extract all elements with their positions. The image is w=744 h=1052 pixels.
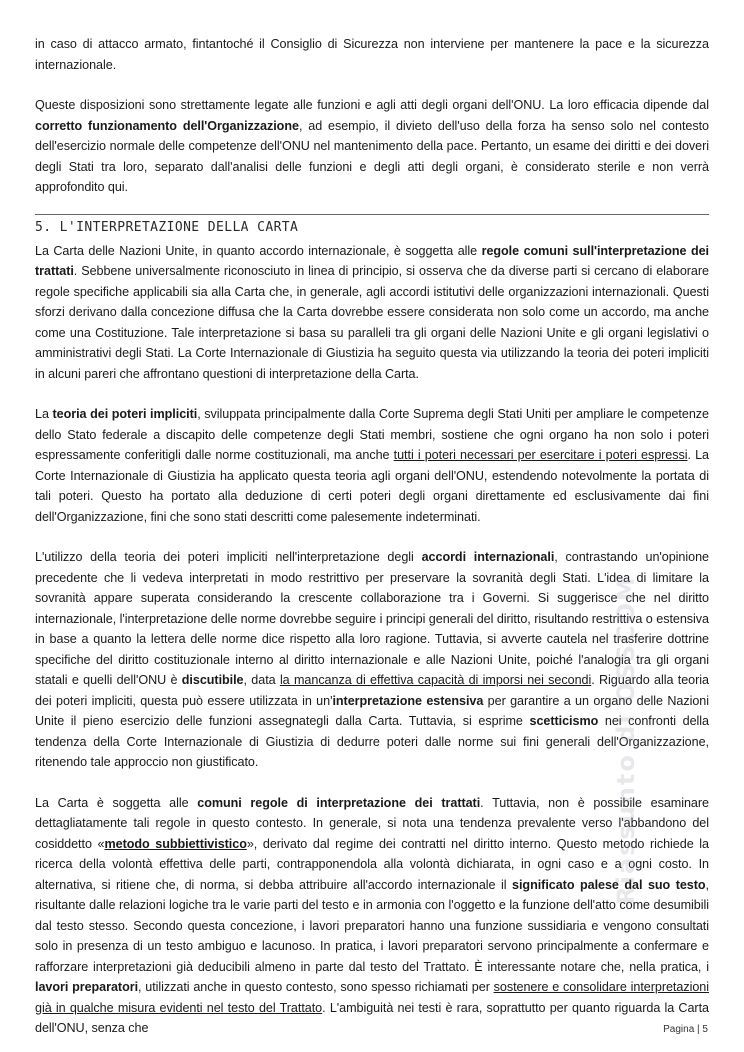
page-number: Pagina | 5: [663, 1024, 708, 1035]
bold-term: accordi internazionali: [421, 550, 555, 564]
bold-term: discutibile: [181, 673, 244, 687]
bold-term: comuni regole di interpretazione dei trattati: [197, 795, 481, 810]
bold-term: scetticismo: [529, 714, 599, 728]
paragraph-1: in caso di attacco armato, fintantoché il Consiglio di Sicurezza non interviene per mantenere la pace e la sicurezza internazionale.: [35, 37, 709, 72]
underlined-phrase: sostenere e consolidare interpretazioni già in qualche misura evidenti nel testo del Trattato: [35, 980, 709, 1015]
section-divider: [35, 214, 709, 215]
paragraph-4: La teoria dei poteri impliciti, sviluppata principalmente dalla Corte Suprema degli Stati Uniti per ampliare le competenze dello Stato federale a discapito delle competenze degli Stati membri, sostiene che ogni organo ha non solo i poteri espressamente conferitigli dalle norme costituzionali, ma anche tutti i poteri necessari per esercitare i poteri espressi. La Corte Internazionale di Giustizia ha applicato questa teoria agli organi dell'ONU, estendendo notevolmente la portata di tali poteri. Questo ha portato alla deduzione di certi poteri degli organi direttamente ed esclusivamente dai fini dell'Organizzazione, fini che sono stati descritti come palesemente indeterminati.: [35, 407, 709, 524]
document-page: [35, 34, 709, 1039]
underlined-phrase: la mancanza di effettiva capacità di imporsi nei secondi: [279, 673, 592, 687]
bold-term: corretto funzionamento dell'Organizzazione: [35, 118, 299, 133]
section-heading: 5. L'INTERPRETAZIONE DELLA CARTA: [35, 219, 299, 235]
paragraph-3: La Carta delle Nazioni Unite, in quanto accordo internazionale, è soggetta alle regole comuni sull'interpretazione dei trattati. Sebbene universalmente riconosciuto in linea di principio, si osserva che da diverse parti si cercano di elaborare regole specifiche applicabili sia alla Carta che, in generale, agli accordi istitutivi delle organizzazioni internazionali. Questi sforzi derivano dalla concezione diffusa che la Carta dovrebbe essere considerata non solo come un accordo, ma anche come una Costituzione. Tale interpretazione si basa su paralleli tra gli organi delle Nazioni Unite e gli organi legislativi o amministrativi degli Stati. La Corte Internazionale di Giustizia ha seguito questa via utilizzando la teoria dei poteri impliciti in alcuni pareri che affrontano questioni di interpretazione della Carta.: [35, 243, 710, 381]
underlined-phrase: tutti i poteri necessari per esercitare i poteri espressi: [393, 448, 688, 462]
paragraph-5: L'utilizzo della teoria dei poteri impliciti nell'interpretazione degli accordi internazionali, contrastando un'opinione precedente che li vedeva interpretati in modo restrittivo per preservare la sovranità degli Stati. L'idea di limitare la sovranità appare superata considerando la crescente collaborazione tra i Governi. Si suggerisce che nel diritto internazionale, l'interpretazione delle norme dovrebbe seguire i principi generali del diritto, risultando restrittiva o estensiva in base a quanto la lettera delle norme dice rispetto alla loro ragione. Tuttavia, si avverte cautela nel trasferire dottrine specifiche del diritto costituzionale interno al diritto internazionale e alle Nazioni Unite, poiché l'analogia tra gli organi statali e quelli dell'ONU è discutibile, data la mancanza di effettiva capacità di imporsi nei secondi. Riguardo alla teoria dei poteri impliciti, questa può essere utilizzata in un'interpretazione estensiva per garantire a un organo delle Nazioni Unite il pieno esercizio delle funzioni assegnategli dalla Carta. Tuttavia, si esprime scetticismo nei confronti della tendenza della Corte Internazionale di Giustizia di dedurre poteri dalle norme sui fini generali dell'Organizzazione, ritenendo tale approccio non giustificato.: [35, 550, 710, 769]
bold-term: interpretazione estensiva: [332, 693, 484, 708]
underlined-phrase: metodo subbiettivistico: [104, 836, 247, 851]
bold-term: [104, 837, 246, 851]
bold-term: regole comuni sull'interpretazione dei trattati: [35, 243, 710, 278]
bold-term: significato palese dal suo testo: [512, 877, 706, 892]
paragraph-6: La Carta è soggetta alle comuni regole di interpretazione dei trattati. Tuttavia, non è possibile esaminare dettagliatamente tali regole in questo contesto. In generale, si nota una tendenza prevalente verso l'abbandono del cosiddetto «metodo subbiettivistico», derivato dal regime dei contratti nel diritto interno. Questo metodo richiede la ricerca della volontà effettiva delle parti, contrapponendola alla volontà dichiarata, in ogni caso e a ogni costo. In alternativa, si ritiene che, di norma, si debba attribuire all'accordo internazionale il significato palese dal suo testo, risultante dalle relazioni logiche tra le varie parti del testo e in armonia con l'oggetto e la funzione dell'atto come desumibili dal testo stesso. Secondo questa concezione, i lavori preparatori hanno una funzione sussidiaria e vengono consultati solo in presenza di un testo ambiguo e lacunoso. In pratica, i lavori preparatori servono principalmente a confermare e rafforzare interpretazioni già deducibili almeno in parte dal testo del Trattato. È interessante notare che, nella pratica, i lavori preparatori, utilizzati anche in questo contesto, sono spesso richiamati per sostenere e consolidare interpretazioni già in qualche misura evidenti nel testo del Trattato. L'ambiguità nei testi è rara, soprattutto per quanto riguarda la Carta dell'ONU, senza che: [35, 795, 709, 1035]
bold-term: lavori preparatori: [35, 980, 139, 994]
bold-term: teoria dei poteri impliciti: [52, 407, 198, 421]
paragraph-2: Queste disposizioni sono strettamente legate alle funzioni e agli atti degli organi dell'ONU. La loro efficacia dipende dal corretto funzionamento dell'Organizzazione, ad esempio, il divieto dell'uso della forza ha senso solo nel contesto dell'esercizio normale delle competenze dell'ONU nel mantenimento della pace. Pertanto, un esame dei diritti e dei doveri degli Stati tra loro, separato dall'analisi delle funzioni e degli atti degli organi, è considerato sterile e non verrà approfondito qui.: [35, 98, 710, 194]
watermark: Riassunto di OSSCOM: [612, 575, 641, 905]
